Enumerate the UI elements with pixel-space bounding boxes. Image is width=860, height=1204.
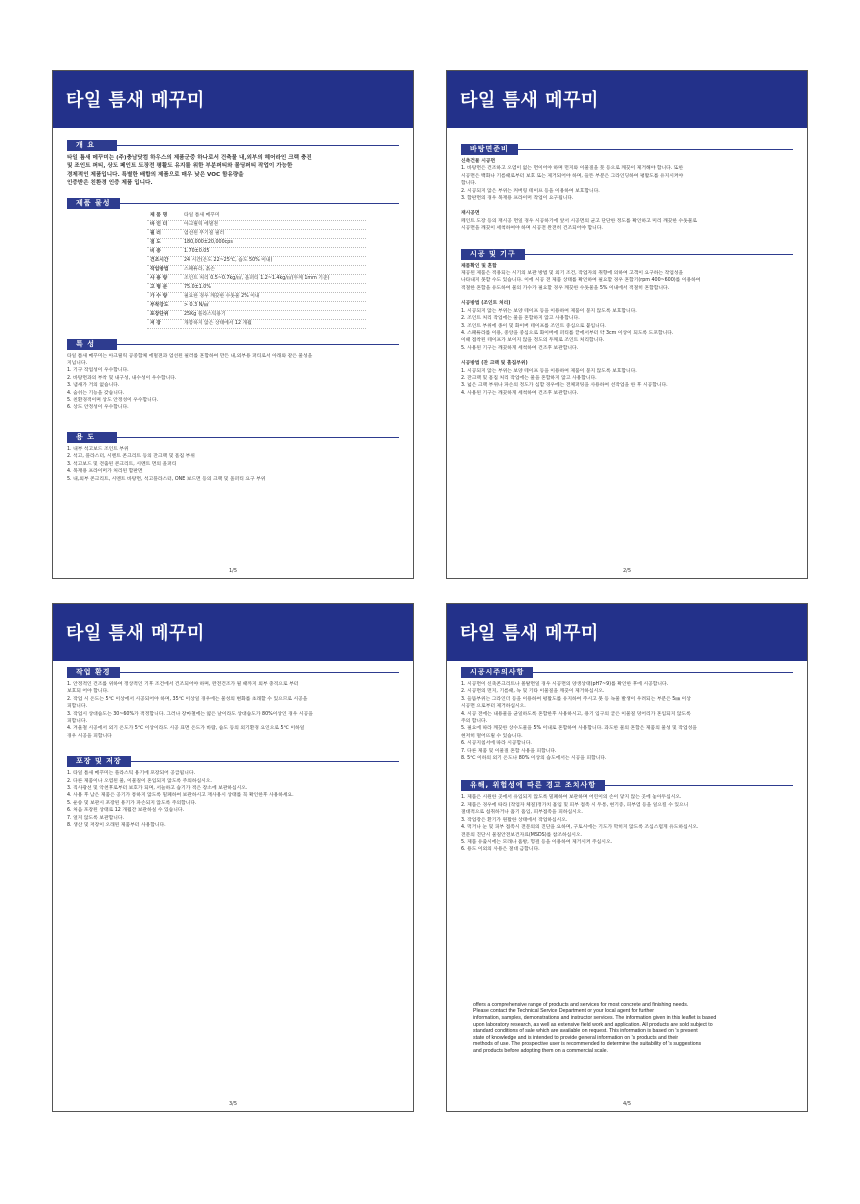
text-line: 4. 사용된 기구는 깨끗하게 세척하여 건조후 보관합니다. <box>461 390 579 396</box>
text-line: 피합니다. <box>67 704 88 710</box>
table-row <box>147 283 366 292</box>
property-value: 엄선된 무기질 필러 <box>181 229 366 238</box>
text-line: 4. 숨쉬는 기능을 갖습니다. <box>67 390 125 396</box>
page-title-banner: 타일 틈새 메꾸미 <box>447 71 807 128</box>
text-line: 적절한 혼합을 유도하여 물의 가수가 필요할 경우 깨끗한 수돗물을 5% 이내에서 적절히 혼합합니다. <box>461 285 670 291</box>
text-line: 4. 사용 후 남은 제품은 공기가 통하지 않도록 밀폐하여 보관하시고 재사용시 상태를 꼭 확인한후 사용하세요. <box>67 793 294 799</box>
section-header-hazard <box>461 780 793 791</box>
property-value: 타일 틈새 메꾸미 <box>181 212 366 221</box>
property-name: 포장단위 <box>147 310 181 319</box>
property-name: 가 수 량 <box>147 292 181 301</box>
property-name: 바 인 더 <box>147 220 181 229</box>
subsection-title: 제품확인 및 혼합 <box>461 263 497 269</box>
property-name: 비 중 <box>147 247 181 256</box>
text-line: 1. 안정적인 건조를 위하여 정상적인 기후 조건에서 건조되어야 하며, 완전건조가 될 때까지 외부 충격으로 부터 <box>67 682 299 687</box>
text-line: state of knowledge and is intended to provide general information on 's products and their <box>473 1034 679 1041</box>
page-number: 3/5 <box>228 1101 238 1107</box>
text-line: 3. 합판면의 경우 목재용 프라이머 작업이 요구됩니다. <box>461 196 574 202</box>
section-title: 유해, 위험성에 따른 경고 조치사항 <box>461 780 605 791</box>
text-line: and products before adopting them on a commercial scale. <box>473 1047 608 1054</box>
property-name: 건조시간 <box>147 256 181 265</box>
document-page-1 <box>52 70 414 579</box>
property-value: 1.70±0.05 <box>181 247 366 256</box>
text-line: 1. 타일 틈새 메꾸미는 플라스틱 용기에 포장되어 공급됩니다. <box>67 771 195 777</box>
text-line: 이때 접착된 테이프가 보이지 않을 정도의 두께로 조인트 처리합니다. <box>461 338 605 344</box>
document-page-2 <box>446 70 808 579</box>
section-title: 용 도 <box>67 432 117 443</box>
section-title: 포장 및 저장 <box>67 756 131 767</box>
text-line: offers a comprehensive range of products and services for most concrete and finishing needs. <box>473 1001 689 1008</box>
text-line: 1. 바탕면은 건조하고 오염이 없는 면이어야 하며 먼지와 이물질을 붓 등으로 깨끗이 제거해야 합니다. 또한 <box>461 166 684 172</box>
property-name: 부착강도 <box>147 301 181 310</box>
text-line: 2. 석고, 플라스터, 시멘트 콘크리트 등의 잔크랙 및 흠집 부위 <box>67 454 195 460</box>
text-line: 경우 시공을 피합니다 <box>67 733 112 739</box>
disclaimer-text <box>473 1002 793 1055</box>
text-line: 7. 얼지 않도록 보관합니다. <box>67 815 125 821</box>
hazard-list <box>461 794 793 853</box>
property-name: 사 용 량 <box>147 274 181 283</box>
subsection-title: 시공방법 (잔 크랙 및 흠집부위) <box>461 361 528 367</box>
section-title: 시공시주의사항 <box>461 667 533 678</box>
text-line: 시공면을 깨끗이 세척하여야 하며 시공전 완전히 건조되어야 합니다. <box>461 226 603 232</box>
text-line: 피합니다. <box>67 719 88 725</box>
section-title: 시공 및 기구 <box>461 249 525 260</box>
text-line: 인증받은 친환경 인증 제품 입니다. <box>67 180 153 187</box>
text-line: 5. 사용된 기구는 깨끗하게 세척하여 건조후 보관합니다. <box>461 345 579 351</box>
text-line: 5. 운송 및 보관시 포장된 용기가 파손되지 않도록 주의합니다. <box>67 800 197 806</box>
table-row <box>147 319 366 328</box>
text-line: standard conditions of sale which are available on request. This information is based on 's present <box>473 1028 698 1035</box>
environment-list <box>67 681 399 740</box>
text-line: 2. 바탕면과의 부착 및 내구성, 내수성이 우수합니다. <box>67 375 177 381</box>
text-line: 2. 시공면의 먼지, 기름때, 녹 및 기타 이물질을 깨끗이 제거하십시오. <box>461 689 605 695</box>
text-line: 제공된 제품은 적용되는 시기의 보관 방법 및 외기 조건, 작업자의 취향에 의하여 고객이 요구하는 작업성을 <box>461 271 684 277</box>
text-line: Please contact the Technical Service Department or your local agent for further <box>473 1008 654 1015</box>
table-row <box>147 238 366 247</box>
text-line: 지닙니다. <box>67 361 88 367</box>
text-line: 3. 냄새가 거의 없습니다. <box>67 383 120 389</box>
section-title: 제품 물성 <box>67 198 120 209</box>
text-line: 주의 합니다. <box>461 719 488 725</box>
mixing-text <box>461 270 793 292</box>
text-line: 시공면은 백화나 기름때로부터 보호 또는 제거되어야 하며, 들뜬 부분은 그라인딩하여 평활도를 유지시켜야 <box>461 173 684 179</box>
property-value: 조인트 처리 0.5~0.7kg/㎡, 올퍼티 1.2~1.4kg/㎡(두께 1mm 기준) <box>181 274 366 283</box>
section-header-features <box>67 339 399 350</box>
text-line: 4. 시공 전에는 내용물을 균일하도록 혼합한후 사용하시고, 용기 입구의 굳은 이물질 덩어리가 혼입되지 않도록 <box>461 711 691 717</box>
text-line: 2. 시공되지 않은 부위는 커버링 테이프 등을 이용하여 보호합니다. <box>461 188 600 194</box>
text-line: 나타내지 못할 수도 있습니다. 이에 시공 전 제품 상태를 확인하여 필요할 경우 혼합기(rpm 400~600)를 이용하여 <box>461 278 701 284</box>
property-name: 필 러 <box>147 229 181 238</box>
text-line: 절대적으로 섭취하거나 흡기 흡입, 피부접촉을 피하십시오. <box>461 810 583 816</box>
page-title-banner: 타일 틈새 메꾸미 <box>447 604 807 661</box>
text-line: 1. 시공되지 않는 부위는 보양 테이프 등을 이용하여 제품이 묻지 않도록 보호합니다. <box>461 368 637 374</box>
text-line: 페인트 도장 등의 재시공 면일 경우 시공하기에 앞서 시공면의 균고 단단한 정도를 확인하고 미리 깨끗한 수돗물로 <box>461 218 698 224</box>
section-header-overview <box>67 140 399 151</box>
section-header-properties <box>67 198 399 209</box>
page-number: 2/5 <box>622 568 632 574</box>
text-line: 4. 먹거나 눈 및 피부 접촉시 전문의의 진단을 요하며, 구토시에는 기도가 막히지 않도록 조심스럽게 유도하십시오. <box>461 825 699 831</box>
text-line: 1. 시공면이 신축콘크리트나 몰탈면일 경우 시공면의 양생상태(pH7~9)를 확인한 후에 시공합니다. <box>461 682 669 687</box>
property-value: 25Kg 플라스틱용기 <box>181 310 366 319</box>
text-line: methods of use. The prospective user is recommended to determine the suitability of 's suggestions <box>473 1041 702 1048</box>
features-list <box>67 353 399 412</box>
text-line: 및 조인트 퍼티, 상도 페인트 도장전 평활도 유지를 위한 부분퍼티와 몰딩퍼티 작업이 가능한 <box>67 163 293 170</box>
text-line: 8. 5℃ 이하의 외기 온도나 80% 이상의 습도에서는 시공을 피합니다. <box>461 756 607 762</box>
text-line: 6. 시공지침서에 따라 시공합니다. <box>461 741 532 747</box>
table-row <box>147 212 366 221</box>
overview-text <box>67 154 399 188</box>
text-line: 4. 겨울철 시공에서 외기 온도가 5℃ 이상이라도 시공 표면 온도가 바람, 습도 등의 외기환경 요인으로 5℃ 이하일 <box>67 726 305 732</box>
text-line: 5. 내,외부 콘크리트, 시멘트 바탕면, 석고플라스터, ONE 보드면 등의 크랙 및 올퍼티 요구 부위 <box>67 476 266 482</box>
property-name: 저 장 <box>147 319 181 328</box>
text-line: 1. 제품은 시원한 곳에서 유입되지 않도록 밀폐하여 보관하며 어린이의 손이 닿지 않는 곳에 놓아두십시오. <box>461 795 682 801</box>
text-line: 3. 작업시 상대습도는 30~60%가 적정합니다. 그러나 장마철에는 얇은 날이라도 상대습도가 80%이상인 경우 시공을 <box>67 711 313 717</box>
property-name: 작업방법 <box>147 265 181 274</box>
section-title: 바탕면준비 <box>461 144 518 155</box>
document-page-3 <box>52 603 414 1112</box>
text-line: 1. 시공되지 않는 부위는 보양 테이프 등을 이용하여 제품이 묻지 않도록 보호합니다. <box>461 308 637 314</box>
uses-list <box>67 446 399 483</box>
text-line: 3. 조인트 부위에 종이 및 화이버 테이프를 조인트 중심으로 붙입니다. <box>461 323 606 329</box>
table-row <box>147 274 366 283</box>
text-line: 4. 스패튜라를 이용, 중앙을 중심으로 화이버에 퍼티를 끝에서부터 약 3cm 이상이 되도록 도포합니다. <box>461 330 674 336</box>
section-header-precautions <box>461 667 793 678</box>
text-line: 3. 직사광선 및 악천후로부터 보호가 되며, 서늘하고 습기가 적은 장소에 보관하십시오. <box>67 786 248 792</box>
page-title-banner: 타일 틈새 메꾸미 <box>53 604 413 661</box>
text-line: 5. 친환경적이며 상도 안정성이 우수합니다. <box>67 398 158 404</box>
table-row <box>147 220 366 229</box>
section-header-packaging <box>67 756 399 767</box>
surface-prep-new-list <box>461 165 793 202</box>
text-line: 6. 상도 안정성이 우수합니다. <box>67 405 129 411</box>
precautions-list <box>461 681 793 762</box>
property-value: 75.0±1.0% <box>181 283 366 292</box>
property-value: 필요한 경우 깨끗한 수돗물 2% 이내 <box>181 292 366 301</box>
text-line: 3. 작업장은 환기가 원활한 상태에서 작업하십시오. <box>461 817 568 823</box>
properties-table <box>147 212 366 329</box>
page-title-banner: 타일 틈새 메꾸미 <box>53 71 413 128</box>
text-line: 5. 제품 유출시에는 모래나 흡방, 헝겊 등을 이용하여 제거시켜 주십시오. <box>461 839 613 845</box>
property-value: 180,000±20,000cps <box>181 238 366 247</box>
table-row <box>147 229 366 238</box>
text-line: 2. 작업 시 온도는 5℃ 이상에서 시공되어야 하며, 35℃ 이상일 경우에는 물성의 변화를 초래할 수 있으므로 시공을 <box>67 696 308 702</box>
section-header-application <box>461 249 793 260</box>
crack-method-list <box>461 368 793 398</box>
text-line: 1. 내부 석고보드 조인트 부위 <box>67 446 129 452</box>
text-line: 타일 틈새 메꾸미는 (주)충남닷컴 하우스의 제품군중 하나로서 건축물 내,외부의 헤어라인 크랙 충진 <box>67 155 312 161</box>
section-header-surface-prep <box>461 144 793 155</box>
section-header-uses <box>67 432 399 443</box>
text-line: information, samples, demonstrations and instructor services. The information given in this leaflet is based <box>473 1014 717 1021</box>
subsection-title: 재시공면 <box>461 211 480 217</box>
table-row <box>147 247 366 256</box>
table-row <box>147 292 366 301</box>
text-line: 7. 다른 제품 및 이물질 혼합 사용을 피합니다. <box>461 748 557 754</box>
surface-prep-recoat-text <box>461 218 793 233</box>
table-row <box>147 256 366 265</box>
property-name: 점 도 <box>147 238 181 247</box>
table-row <box>147 301 366 310</box>
text-line: 6. 처음 포장된 상태로 12 개월간 보관하실 수 있습니다. <box>67 808 185 814</box>
text-line: 3. 넓은 크랙 부위나 파손의 정도가 심할 경우에는 전체퍼팅을 사용하여 선작업을 한 후 시공합니다. <box>461 383 668 389</box>
text-line: 5. 필요에 따라 깨끗한 상수도물을 5% 이내로 혼합하여 사용합니다. 과도한 물의 혼합은 제품의 물성 및 작업성을 <box>461 726 697 732</box>
text-line: 타일 틈새 메꾸미는 아크릴릭 공중합체 에멀젼과 엄선된 필러를 혼합하여 만든 내,외부용 퍼티로서 아래와 같은 물성을 <box>67 353 313 359</box>
document-page-4 <box>446 603 808 1112</box>
page-number: 1/5 <box>228 568 238 574</box>
table-row <box>147 310 366 319</box>
text-line: 4. 목재용 프라이머가 처리된 합판면 <box>67 469 143 475</box>
table-row <box>147 265 366 274</box>
text-line: 2. 다른 제품이나 오염된 물, 이물질이 혼입되지 않도록 주의하십시오. <box>67 778 212 784</box>
section-title: 개 요 <box>67 140 117 151</box>
text-line: upon laboratory research, as well as extensive field work and application. All products are sold subject to <box>473 1021 713 1028</box>
text-line: 시공면 으로부터 제거하십시오. <box>461 704 526 710</box>
property-name: 고 형 분 <box>147 283 181 292</box>
section-header-environment <box>67 667 399 678</box>
property-value: 스패튜라, 흙손 <box>181 265 366 274</box>
page-number: 4/5 <box>622 1101 632 1107</box>
text-line: 합니다. <box>461 181 477 187</box>
text-line: 2. 제품은 경우에 따라 (작업자 체질)정가치 흡입 및 피부 접촉 시 두통, 현기증, 피부염 등을 일으킬 수 있으니 <box>461 802 689 808</box>
property-value: > 0.3 N/㎟ <box>181 301 366 310</box>
subsection-title: 시공방법 (조인트 처리) <box>461 301 511 307</box>
text-line: 전문의 진단시 물질안전보건자료(MSDS)를 참조하십시오. <box>461 832 583 838</box>
joint-method-list <box>461 308 793 352</box>
text-line: 1. 기구 작업성이 우수합니다. <box>67 368 129 374</box>
text-line: 8. 생산 및 저장이 오래된 제품부터 사용합니다. <box>67 823 166 829</box>
property-value: 개봉하지 않은 상태에서 12 개월 <box>181 319 366 328</box>
text-line: 보호되 어야 합니다. <box>67 689 109 695</box>
property-name: 제 품 명 <box>147 212 181 221</box>
text-line: 6. 용도 이외의 사용은 절대 금합니다. <box>461 847 540 853</box>
packaging-list <box>67 770 399 829</box>
text-line: 현저히 떨어뜨릴 수 있습니다. <box>461 733 523 739</box>
text-line: 2. 조인트 처리 작업에는 물을 혼합하지 않고 사용합니다. <box>461 316 580 322</box>
subsection-title: 신축건물 시공면 <box>461 159 496 164</box>
property-value: 아크릴릭 에멀젼 <box>181 220 366 229</box>
text-line: 3. 석고보드 및 견출된 콘크리트, 시멘트 면의 올퍼티 <box>67 461 177 467</box>
section-title: 특 성 <box>67 339 117 350</box>
text-line: 3. 들뜸부위는 그라인더 등을 이용하여 평활도를 유지하여 주시고 못 등 녹물 발생이 우려되는 부분은 5㎜ 이상 <box>461 696 691 702</box>
text-line: 경제적인 제품입니다. 특별한 배합의 제품으로 매우 낮은 VOC 함유량을 <box>67 171 244 178</box>
section-title: 작업 환경 <box>67 667 120 678</box>
text-line: 2. 잔크랙 및 흠집 처리 작업에는 물을 혼합하지 않고 사용합니다. <box>461 375 597 381</box>
property-value: 24 시간(온도 22~25℃, 습도 50% 이내) <box>181 256 366 265</box>
